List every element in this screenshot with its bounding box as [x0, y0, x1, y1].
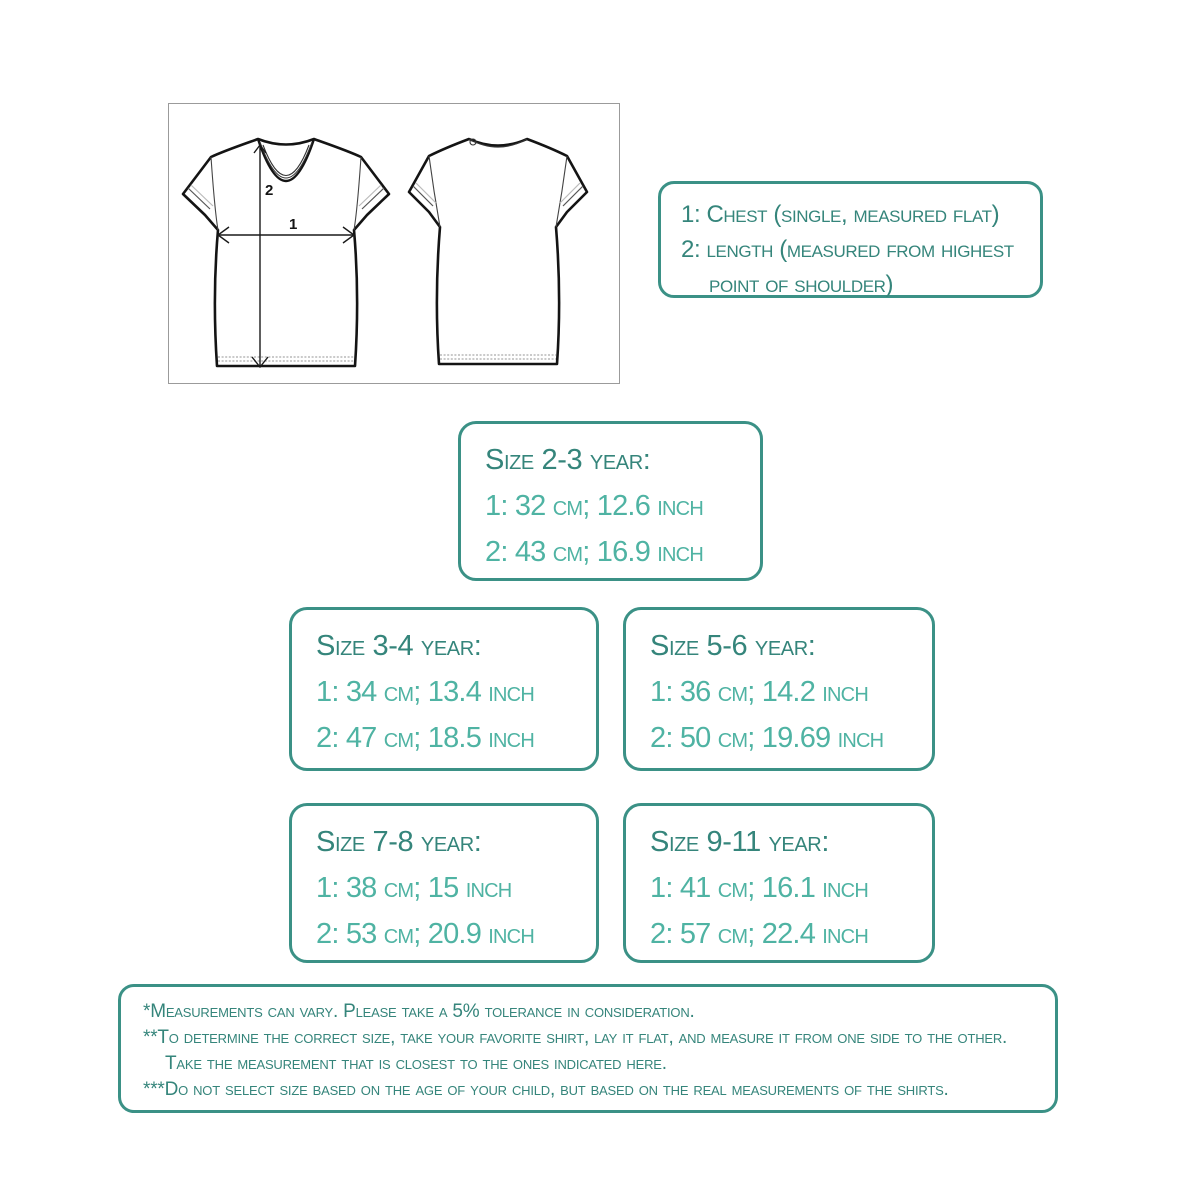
size-length-value: 2: 57 cm; 22.4 inch	[650, 918, 868, 950]
notes-box	[118, 984, 1058, 1113]
size-chest-value: 1: 32 cm; 12.6 inch	[485, 490, 703, 522]
size-length-value: 2: 47 cm; 18.5 inch	[316, 722, 534, 754]
note-how-to-measure-cont: Take the measurement that is closest to the ones indicated here.	[165, 1053, 667, 1074]
size-length-value: 2: 53 cm; 20.9 inch	[316, 918, 534, 950]
size-chest-value: 1: 36 cm; 14.2 inch	[650, 676, 868, 708]
size-box-3-4-year	[289, 607, 599, 771]
legend-length-definition: 2: length (measured from highest	[681, 236, 1014, 263]
tshirt-diagram	[169, 104, 619, 383]
size-chest-value: 1: 41 cm; 16.1 inch	[650, 872, 868, 904]
size-box-7-8-year	[289, 803, 599, 963]
size-box-2-3-year	[458, 421, 763, 581]
chest-measure-label: 1	[289, 216, 298, 233]
size-title: Size 9-11 year:	[650, 826, 829, 858]
size-chest-value: 1: 34 cm; 13.4 inch	[316, 676, 534, 708]
size-box-5-6-year	[623, 607, 935, 771]
front-body-outline	[183, 139, 389, 366]
size-title: Size 7-8 year:	[316, 826, 482, 858]
legend-chest-definition: 1: Chest (single, measured flat)	[681, 201, 1000, 228]
note-age-warning: ***Do not select size based on the age of your child, but based on the real measurements of the shirts.	[143, 1079, 949, 1100]
tshirt-diagram-frame	[168, 103, 620, 384]
size-title: Size 5-6 year:	[650, 630, 816, 662]
note-tolerance: *Measurements can vary. Please take a 5% tolerance in consideration.	[143, 1001, 695, 1022]
back-body-outline	[409, 139, 587, 364]
size-chest-value: 1: 38 cm; 15 inch	[316, 872, 512, 904]
tshirt-back-drawing	[409, 139, 587, 364]
measurement-legend-box	[658, 181, 1043, 298]
tshirt-front-drawing	[183, 139, 389, 367]
legend-length-definition-cont: point of shoulder)	[709, 271, 894, 298]
size-length-value: 2: 43 cm; 16.9 inch	[485, 536, 703, 568]
size-title: Size 3-4 year:	[316, 630, 482, 662]
note-how-to-measure: **To determine the correct size, take your favorite shirt, lay it flat, and measure it from one side to the other.	[143, 1027, 1008, 1048]
size-box-9-11-year	[623, 803, 935, 963]
size-length-value: 2: 50 cm; 19.69 inch	[650, 722, 884, 754]
length-measure-label: 2	[265, 182, 274, 199]
size-title: Size 2-3 year:	[485, 444, 651, 476]
